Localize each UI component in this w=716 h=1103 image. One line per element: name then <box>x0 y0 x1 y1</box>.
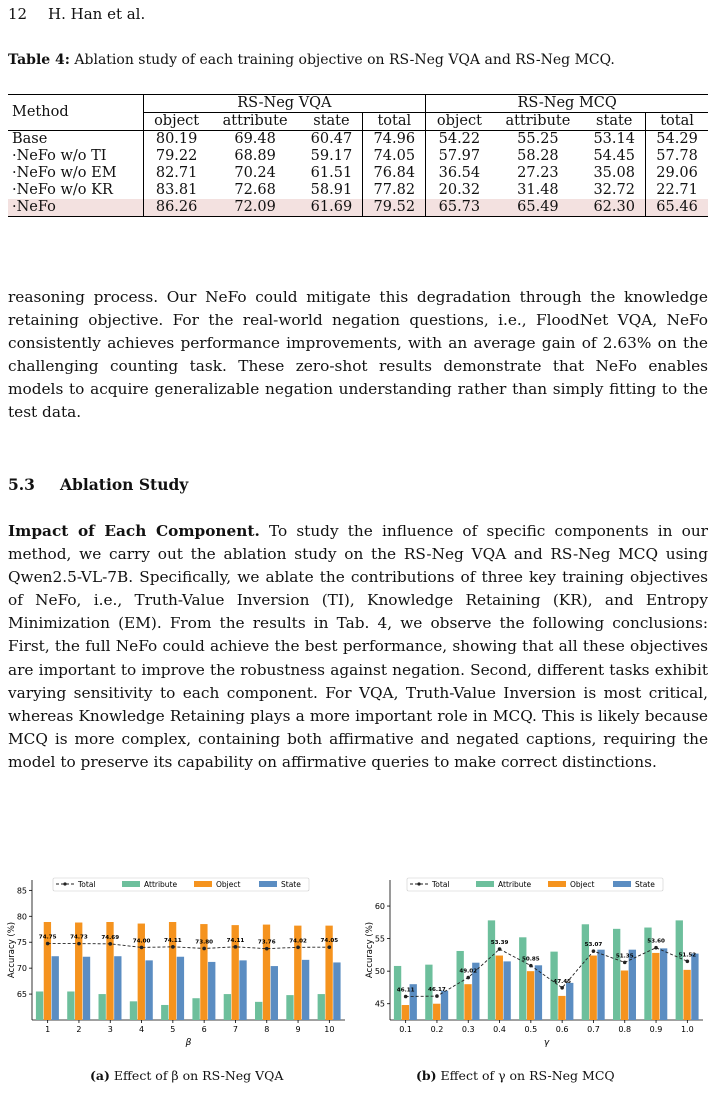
bar-attribute <box>67 991 74 1020</box>
table-row <box>8 199 708 217</box>
group-mcq-header: RS-Neg MCQ <box>426 95 708 113</box>
total-point <box>560 986 564 990</box>
bar-object <box>402 1005 409 1020</box>
x-tick-label: 1 <box>45 1025 51 1034</box>
legend-marker-total <box>63 882 66 885</box>
total-point <box>404 995 408 999</box>
cell-value: 74.96 <box>363 131 426 149</box>
y-tick-label: 80 <box>16 912 27 922</box>
x-tick-label: 10 <box>324 1025 335 1034</box>
total-data-label: 53.39 <box>490 940 509 947</box>
y-axis-label: Accuracy (%) <box>365 921 375 979</box>
cell-value: 65.46 <box>646 199 708 217</box>
total-data-label: 74.05 <box>320 938 339 945</box>
section-heading <box>8 475 188 494</box>
x-tick-label: 0.5 <box>524 1025 538 1034</box>
cell-value: 58.28 <box>517 148 559 164</box>
cell-value: 77.82 <box>363 182 426 199</box>
total-point <box>466 976 470 980</box>
x-tick-label: 0.1 <box>399 1025 413 1034</box>
total-data-label: 46.11 <box>396 987 415 994</box>
table-row <box>8 131 708 149</box>
total-point <box>654 946 658 950</box>
legend-swatch-object <box>548 881 566 887</box>
subcaption-b <box>416 1068 615 1083</box>
table-row <box>8 165 708 182</box>
x-tick-label: 8 <box>264 1025 270 1034</box>
x-axis-label: β <box>185 1038 192 1048</box>
cell-value: 27.23 <box>517 165 559 181</box>
cell-value: 54.22 <box>426 131 493 149</box>
legend-swatch-attribute <box>122 881 140 887</box>
x-tick-label: 0.7 <box>587 1025 600 1034</box>
bar-state <box>83 957 90 1020</box>
total-point <box>592 949 596 953</box>
cell-value: 69.48 <box>210 131 301 149</box>
cell-value: 58.91 <box>301 182 363 199</box>
legend-label-object: Object <box>570 880 595 889</box>
bar-state <box>208 962 215 1020</box>
cell-value: 55.25 <box>492 131 583 149</box>
total-line <box>48 944 330 949</box>
bar-state <box>566 983 573 1020</box>
legend-label-total: Total <box>78 880 96 889</box>
total-point <box>296 946 300 950</box>
cell-value: 22.71 <box>656 182 698 198</box>
paragraph-ablation <box>8 520 708 774</box>
x-tick-label: 2 <box>76 1025 82 1034</box>
bar-object <box>433 1004 440 1020</box>
total-point <box>234 945 238 949</box>
bar-attribute <box>130 1001 137 1020</box>
x-tick-label: 6 <box>201 1025 207 1034</box>
y-tick-label: 75 <box>16 938 27 948</box>
section-title: Ablation Study <box>60 475 189 494</box>
page-number: 12 <box>8 5 28 23</box>
y-tick-label: 50 <box>374 967 385 977</box>
cell-value: 57.97 <box>438 148 481 164</box>
bar-attribute <box>255 1002 262 1020</box>
cell-value: 32.72 <box>583 182 645 199</box>
total-data-label: 51.35 <box>615 953 634 960</box>
bar-state <box>271 966 278 1020</box>
bar-state <box>302 960 309 1020</box>
total-data-label: 74.75 <box>38 934 57 941</box>
bar-attribute <box>676 920 683 1020</box>
bar-state <box>333 962 340 1020</box>
x-tick-label: 0.9 <box>649 1025 663 1034</box>
bar-object <box>558 996 565 1020</box>
x-tick-label: 7 <box>232 1025 238 1034</box>
total-point <box>328 945 332 949</box>
row-method: ·NeFo w/o EM <box>8 165 143 182</box>
cell-value: 57.78 <box>656 148 698 164</box>
total-data-label: 74.73 <box>70 934 88 941</box>
legend-label-attribute: Attribute <box>144 880 178 889</box>
x-axis-label: γ <box>543 1038 550 1048</box>
bar-attribute <box>99 994 106 1020</box>
table-row <box>8 148 708 165</box>
paragraph-lead: Impact of Each Component. <box>8 522 260 540</box>
cell-value: 80.19 <box>143 131 210 149</box>
chart-gamma <box>358 872 716 1062</box>
total-point <box>265 947 269 951</box>
total-data-label: 46.17 <box>428 987 446 994</box>
table-caption <box>8 52 708 68</box>
bar-attribute <box>318 994 325 1020</box>
cell-value: 79.22 <box>155 148 198 164</box>
bar-attribute <box>582 924 589 1020</box>
bar-object <box>496 956 503 1020</box>
total-point <box>46 942 50 946</box>
cell-value: 86.26 <box>143 199 210 217</box>
cell-value: 60.47 <box>301 131 363 149</box>
x-tick-label: 0.3 <box>461 1025 475 1034</box>
legend-marker-total <box>417 882 420 885</box>
cell-value: 53.14 <box>583 131 645 149</box>
legend-label-attribute: Attribute <box>498 880 532 889</box>
bar-state <box>597 950 604 1020</box>
running-title: H. Han et al. <box>48 5 146 23</box>
total-point <box>623 961 627 965</box>
total-data-label: 73.76 <box>257 939 276 946</box>
subcaption-b-text: Effect of γ on RS-Neg MCQ <box>436 1068 615 1083</box>
total-data-label: 74.11 <box>163 937 182 944</box>
bar-attribute <box>224 994 231 1020</box>
bar-state <box>691 954 698 1020</box>
chart-beta <box>0 872 358 1062</box>
total-point <box>498 947 502 951</box>
cell-value: 31.48 <box>517 182 559 198</box>
legend-label-state: State <box>281 880 301 889</box>
x-tick-label: 0.4 <box>493 1025 506 1034</box>
method-header: Method <box>8 95 143 131</box>
legend-label-total: Total <box>432 880 450 889</box>
total-data-label: 74.11 <box>226 937 245 944</box>
bar-attribute <box>161 1005 168 1020</box>
row-method: Base <box>8 131 143 149</box>
total-data-label: 53.07 <box>584 942 603 949</box>
cell-value: 61.51 <box>301 165 363 182</box>
cell-value: 68.89 <box>234 148 276 164</box>
total-data-label: 47.45 <box>553 978 572 985</box>
table-row <box>8 182 708 199</box>
cell-value: 54.45 <box>583 148 645 165</box>
total-point <box>686 959 690 963</box>
page-header <box>8 5 145 23</box>
y-tick-label: 70 <box>16 964 27 974</box>
cell-value: 35.08 <box>583 165 645 182</box>
total-data-label: 53.60 <box>647 938 665 945</box>
subcaption-b-label: (b) <box>416 1068 437 1083</box>
bar-attribute <box>613 929 620 1020</box>
y-tick-label: 60 <box>374 902 385 912</box>
bar-state <box>239 960 246 1020</box>
subheader-total: total <box>363 113 426 131</box>
total-point <box>108 942 112 946</box>
total-data-label: 51.52 <box>678 952 697 959</box>
total-data-label: 49.02 <box>459 968 478 975</box>
cell-value: 29.06 <box>656 165 698 181</box>
bar-object <box>590 956 597 1020</box>
cell-value: 70.24 <box>234 165 276 181</box>
subheader-attribute: attribute <box>210 113 301 131</box>
y-axis-label: Accuracy (%) <box>7 921 17 979</box>
y-tick-label: 55 <box>374 934 385 944</box>
x-tick-label: 0.2 <box>430 1025 444 1034</box>
cell-value: 65.73 <box>426 199 493 217</box>
total-point <box>435 994 439 998</box>
table-caption-text: Ablation study of each training objective on RS-Neg VQA and RS-Neg MCQ. <box>69 52 615 68</box>
bar-attribute <box>519 937 526 1020</box>
bar-state <box>535 965 542 1020</box>
total-data-label: 73.80 <box>195 939 214 946</box>
total-point <box>171 945 175 949</box>
bar-state <box>177 957 184 1020</box>
cell-value: 79.52 <box>363 199 426 217</box>
legend-swatch-state <box>613 881 631 887</box>
subheader-state: state <box>583 113 645 131</box>
x-tick-label: 5 <box>170 1025 176 1034</box>
legend-label-object: Object <box>216 880 241 889</box>
subheader-total: total <box>646 113 708 131</box>
x-tick-label: 0.8 <box>618 1025 632 1034</box>
cell-value: 72.68 <box>234 182 276 198</box>
bar-state <box>114 956 121 1020</box>
legend-label-state: State <box>635 880 655 889</box>
bar-object <box>652 953 659 1020</box>
subheader-object: object <box>143 113 210 131</box>
bar-state <box>660 948 667 1020</box>
legend-swatch-state <box>259 881 277 887</box>
y-tick-label: 45 <box>374 999 385 1009</box>
bar-object <box>169 922 176 1020</box>
total-data-label: 50.85 <box>521 956 540 963</box>
bar-object <box>621 971 628 1020</box>
group-vqa-header: RS-Neg VQA <box>143 95 426 113</box>
total-data-label: 74.00 <box>132 938 151 945</box>
cell-value: 62.30 <box>583 199 645 217</box>
x-tick-label: 9 <box>295 1025 301 1034</box>
bar-state <box>503 961 510 1020</box>
cell-value: 20.32 <box>438 182 481 198</box>
table-caption-label: Table 4: <box>8 52 70 68</box>
cell-value: 65.49 <box>492 199 583 217</box>
total-point <box>202 947 206 951</box>
bar-attribute <box>286 995 293 1020</box>
bar-object <box>464 984 471 1020</box>
x-tick-label: 3 <box>107 1025 113 1034</box>
bar-state <box>145 960 152 1020</box>
x-tick-label: 1.0 <box>680 1025 694 1034</box>
x-tick-label: 0.6 <box>555 1025 569 1034</box>
cell-value: 82.71 <box>155 165 198 181</box>
section-number: 5.3 <box>8 475 35 494</box>
cell-value: 76.84 <box>363 165 426 182</box>
bar-object <box>527 971 534 1020</box>
ablation-table <box>8 94 708 217</box>
total-data-label: 74.02 <box>289 938 307 945</box>
cell-value: 74.05 <box>363 148 426 165</box>
subcaption-a-text: Effect of β on RS-Neg VQA <box>109 1068 284 1083</box>
legend-swatch-attribute <box>476 881 494 887</box>
bar-object <box>683 970 690 1020</box>
y-tick-label: 65 <box>16 990 27 1000</box>
cell-value: 61.69 <box>301 199 363 217</box>
row-method: ·NeFo w/o TI <box>8 148 143 165</box>
x-tick-label: 4 <box>139 1025 145 1034</box>
subheader-object: object <box>426 113 493 131</box>
bar-attribute <box>192 998 199 1020</box>
paragraph-body: To study the influence of specific components in our method, we carry out the ablation study on the RS-Neg VQA and RS-Neg MCQ using Qwen2.5-VL-7B. Specifically, we ablate the contributions of three key training objectives of NeFo, i.e., Truth-Value Inversion (TI), Knowledge Retaining (KR), and Entropy Minimization (EM). From the results in Tab. 4, we observe the following conclusions: First, the full NeFo could achieve the best performance, showing that all these objectives are important to improve the robustness against negation. Second, different tasks exhibit varying sensitivity to each component. For VQA, Truth-Value Inversion is most critical, whereas Knowledge Retaining plays a more important role in MCQ. This is likely because MCQ is more complex, containing both affirmative and negated captions, requiring the model to preserve its capability on affirmative queries to make correct distinctions. <box>8 522 708 771</box>
total-data-label: 74.69 <box>101 934 120 941</box>
bar-state <box>52 956 59 1020</box>
bar-state <box>441 991 448 1020</box>
bar-attribute <box>457 951 464 1020</box>
cell-value: 72.09 <box>210 199 301 217</box>
cell-value: 36.54 <box>438 165 481 181</box>
y-tick-label: 85 <box>16 886 27 896</box>
subcaption-a-label: (a) <box>90 1068 110 1083</box>
total-point <box>77 942 81 946</box>
total-point <box>140 946 144 950</box>
subheader-state: state <box>301 113 363 131</box>
paragraph-results: reasoning process. Our NeFo could mitigate this degradation through the knowledge retaining objective. For the real-world negation questions, i.e., FloodNet VQA, NeFo consistently achieves performance improvements, with an average gain of 2.63% on the challenging counting task. These zero-shot results demonstrate that NeFo enables models to acquire generalizable negation understanding rather than simply fitting to the test data. <box>8 288 708 422</box>
legend-swatch-object <box>194 881 212 887</box>
row-method: ·NeFo <box>8 199 143 217</box>
row-method: ·NeFo w/o KR <box>8 182 143 199</box>
subcaption-a <box>90 1068 283 1083</box>
cell-value: 59.17 <box>301 148 363 165</box>
bar-attribute <box>488 920 495 1020</box>
bar-attribute <box>550 952 557 1020</box>
cell-value: 54.29 <box>646 131 708 149</box>
subheader-attribute: attribute <box>492 113 583 131</box>
cell-value: 83.81 <box>155 182 198 198</box>
total-point <box>529 964 533 968</box>
bar-attribute <box>36 991 43 1020</box>
